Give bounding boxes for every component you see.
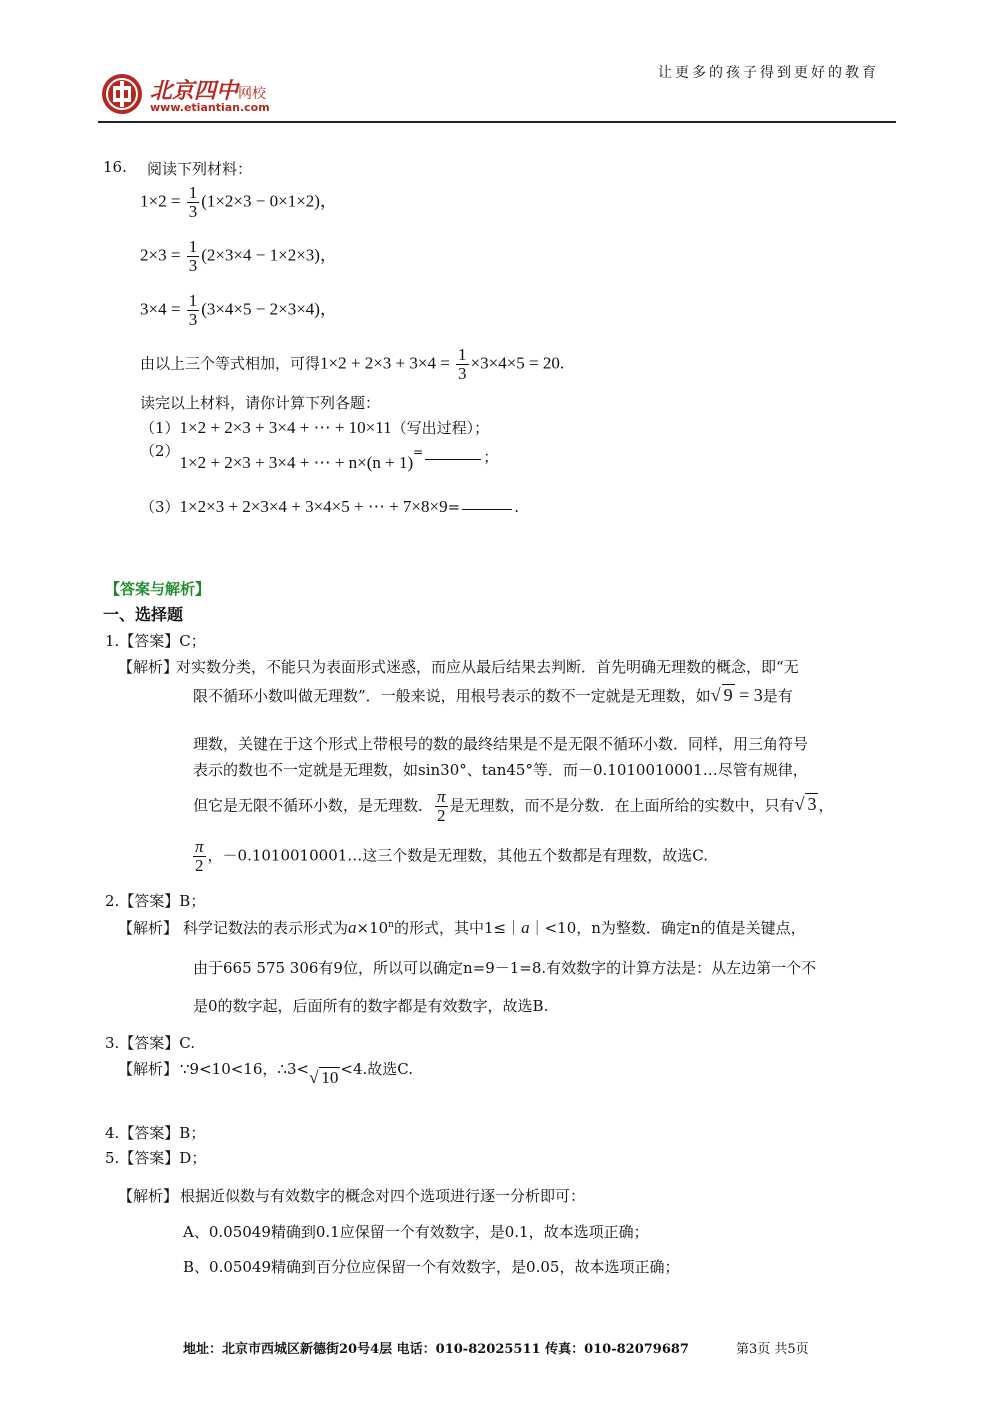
a2-a: a	[348, 918, 357, 937]
sum-rhs: ×3×4×5 = 20.	[470, 353, 565, 373]
p3-end: .	[514, 498, 519, 516]
p3-label: （3）	[140, 498, 180, 516]
p2-blank	[425, 457, 481, 460]
q16-part3	[140, 496, 519, 517]
a1-sqrt3: √ 3	[794, 794, 817, 815]
a1-line2	[193, 684, 793, 706]
a5-line1: 根据近似数与有效数字的概念对四个选项进行逐一分析即可：	[180, 1187, 586, 1205]
eq3-comma: ，	[319, 299, 337, 319]
eq1-lhs: 1×2 =	[140, 191, 185, 211]
a1-line2-text: 限不循环小数叫做无理数”．一般来说，用根号表示的数不一定就是无理数，如	[193, 687, 711, 705]
a3-label: 3.【答案】C.	[105, 1034, 196, 1052]
a1-sqrt9: √ 9 = 3	[710, 685, 763, 705]
eq2-frac	[187, 238, 200, 275]
a1-pi: π	[437, 787, 446, 806]
section1-title: 一、选择题	[103, 605, 184, 624]
a2-line3: 是0的数字起，后面所有的数字都是有效数字，故选B.	[193, 997, 549, 1015]
a1-line4: 表示的数也不一定就是无理数，如sin30°、tan45°等．而－0.1010010001…尽管有规律，	[193, 761, 808, 779]
eq3-lhs: 3×4 =	[140, 299, 185, 319]
q16-eq2	[140, 238, 337, 275]
answers-heading: 【答案与解析】	[105, 580, 211, 598]
sum-frac-num: 1	[458, 345, 467, 364]
a4-label: 4.【答案】B；	[105, 1124, 206, 1142]
a3-sqrt10-radicand: 10	[321, 1068, 339, 1087]
p2-eq: =	[413, 445, 424, 459]
a1-line1: 对实数分类，不能只为表面形式迷惑，而应从最后结果去判断．首先明确无理数的概念，即“无	[176, 658, 799, 676]
a2-line1-d: ｜<10，n为整数．确定n的值是关键点，	[529, 919, 806, 937]
a1-line5-c: ，	[818, 796, 834, 815]
a1-jiexi: 【解析】	[118, 658, 179, 676]
a2-line1-a: 科学记数法的表示形式为	[183, 919, 349, 937]
p3-blank	[462, 507, 512, 510]
a2-jiexi: 【解析】	[118, 919, 179, 937]
a1-line6	[191, 838, 708, 875]
eq3-frac-den: 3	[188, 309, 198, 329]
logo-cn: 北京四中	[150, 78, 239, 104]
eq3-frac	[187, 292, 200, 329]
q16-title: 阅读下列材料：	[147, 160, 253, 178]
a1-line3: 理数，关键在于这个形式上带根号的数的最终结果是不是无限不循环小数．同样，用三角符号	[193, 735, 809, 753]
p1-note: （写出过程）；	[391, 419, 490, 437]
logo-net: 网校	[238, 86, 267, 102]
a5-label: 5.【答案】D；	[105, 1149, 207, 1167]
a3-line1-b: <4.故选C.	[340, 1060, 413, 1078]
a1-line5-b: 是无理数，而不是分数．在上面所给的实数中，只有	[449, 796, 795, 815]
eq2-lhs: 2×3 =	[140, 245, 185, 265]
eq1-comma: ，	[319, 191, 337, 211]
a1-two: 2	[437, 805, 446, 825]
a1-sqrt9-eq: = 3	[734, 685, 763, 705]
p2-end: ；	[483, 448, 499, 466]
q16-part1	[140, 417, 489, 438]
p1-expr: 1×2 + 2×3 + 3×4 + ⋯ + 10×11	[179, 418, 392, 437]
sum-prefix: 由以上三个等式相加，可得	[140, 354, 321, 373]
eq1-frac-den: 3	[188, 201, 198, 221]
a3-jiexi: 【解析】	[118, 1060, 179, 1078]
p2-expr: 1×2 + 2×3 + 3×4 + ⋯ + n×(n + 1)	[179, 453, 414, 472]
sum-frac	[456, 346, 469, 383]
sum-frac-den: 3	[458, 363, 467, 383]
p1-label: （1）	[140, 419, 180, 437]
q16-eq3	[140, 292, 337, 329]
p2-label: （2）	[140, 442, 180, 460]
a1-line2-end: 是有	[762, 687, 793, 705]
a2-n: n	[388, 920, 394, 930]
a1-line5	[193, 788, 833, 825]
a1-pi-frac-2	[193, 838, 206, 875]
a3-line1-a: ∵9<10<16，∴3<	[180, 1060, 310, 1078]
a2-label: 2.【答案】B；	[105, 892, 206, 910]
a2-line1-c: 的形式，其中1≤｜	[393, 919, 522, 937]
logo-emblem-icon	[100, 72, 144, 116]
a1-two-2: 2	[195, 855, 204, 875]
a1-sqrt9-radicand: 9	[723, 685, 733, 705]
p3-expr: 1×2×3 + 2×3×4 + 3×4×5 + ⋯ + 7×8×9	[179, 497, 448, 516]
a1-pi-frac	[435, 788, 448, 825]
a1-label: 1.【答案】C；	[105, 632, 206, 650]
footer-address: 地址：北京市西城区新德街20号4层 电话：010-82025511 传真：010-82079687	[183, 1342, 689, 1357]
p3-eq: =	[447, 498, 461, 516]
eq2-frac-den: 3	[188, 255, 198, 275]
a1-sqrt3-radicand: 3	[807, 794, 817, 815]
a5-option-a: A、0.05049精确到0.1应保留一个有效数字，是0.1，故本选项正确；	[183, 1223, 649, 1241]
eq3-frac-num: 1	[188, 291, 198, 310]
q16-instruction: 读完以上材料，请你计算下列各题：	[140, 394, 381, 412]
footer-page: 第3页 共5页	[736, 1342, 809, 1357]
eq1-frac-num: 1	[188, 183, 198, 202]
a2-line2: 由于665 575 306有9位，所以可以确定n=9－1=8.有效数字的计算方法是：从左边第一个不	[193, 959, 817, 977]
a2-a-2: a	[521, 918, 530, 937]
header-divider	[98, 121, 896, 123]
eq1-frac	[187, 184, 200, 221]
sum-lhs: 1×2 + 2×3 + 3×4 =	[320, 353, 455, 373]
a1-line5-a: 但它是无限不循环小数，是无理数．	[193, 796, 434, 815]
a3-sqrt10: √ 10	[309, 1068, 339, 1087]
q16-eq1	[140, 184, 337, 221]
a2-line1	[183, 917, 806, 938]
eq2-frac-num: 1	[188, 237, 198, 256]
q16-number: 16.	[103, 158, 127, 176]
eq1-rhs: (1×2×3 − 0×1×2)	[201, 191, 320, 211]
q16-part2	[140, 442, 499, 472]
a3-line1	[180, 1058, 413, 1087]
a5-option-b: B、0.05049精确到百分位应保留一个有效数字，是0.05，故本选项正确；	[183, 1258, 680, 1276]
a2-line1-b: ×10	[356, 919, 389, 937]
a1-line6-text: ，－0.1010010001…这三个数是无理数，其他五个数都是有理数，故选C.	[207, 846, 708, 865]
q16-sum	[140, 346, 564, 383]
slogan: 让更多的孩子得到更好的教育	[658, 65, 879, 81]
logo-url: www.etiantian.com	[150, 101, 270, 114]
eq2-rhs: (2×3×4 − 1×2×3)	[201, 245, 320, 265]
eq3-rhs: (3×4×5 − 2×3×4)	[201, 299, 320, 319]
eq2-comma: ，	[319, 245, 337, 265]
a5-jiexi: 【解析】	[118, 1187, 179, 1205]
a1-pi-2: π	[195, 837, 204, 856]
